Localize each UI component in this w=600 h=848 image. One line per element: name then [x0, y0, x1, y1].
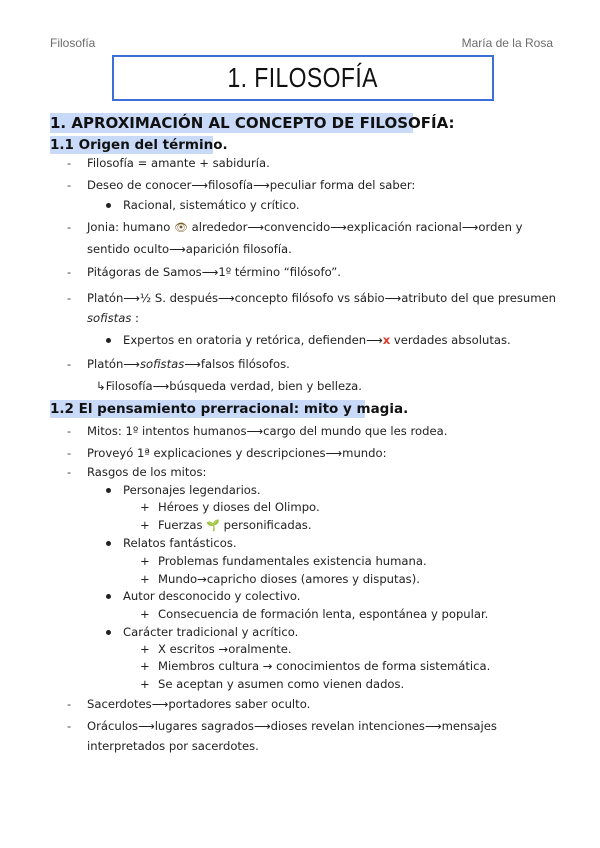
list-item — [87, 357, 290, 372]
text-fragment: : — [135, 311, 139, 325]
page-title: 1. FILOSOFÍA — [227, 62, 379, 93]
dash-marker: - — [67, 424, 72, 438]
list-item: Carácter tradicional y acrítico. — [123, 625, 299, 639]
plus-marker: + — [140, 572, 150, 586]
list-item-continuation: interpretados por sacerdotes. — [87, 739, 259, 753]
bullet-dot — [106, 338, 111, 343]
bullet-dot — [106, 488, 111, 493]
list-item: Proveyó 1ª explicaciones y descripciones⟶mundo: — [87, 446, 387, 460]
bullet-dot — [106, 203, 111, 208]
text-fragment: personificadas. — [219, 518, 312, 532]
title-box — [112, 55, 494, 101]
list-item: X escritos →oralmente. — [158, 642, 292, 656]
list-item: Mitos: 1º intentos humanos⟶cargo del mundo que les rodea. — [87, 424, 448, 438]
dash-marker: - — [67, 465, 72, 479]
dash-marker: - — [67, 291, 72, 305]
list-item: Racional, sistemático y crítico. — [123, 198, 300, 212]
list-item-continuation: sentido oculto⟶aparición filosofía. — [87, 242, 292, 256]
dash-marker: - — [67, 446, 72, 460]
list-item — [123, 333, 511, 348]
plus-marker: + — [140, 500, 150, 514]
bullet-dot — [106, 594, 111, 599]
running-header-author: María de la Rosa — [461, 36, 553, 50]
dash-marker: - — [67, 220, 72, 234]
section-heading: 1. APROXIMACIÓN AL CONCEPTO DE FILOSOFÍA: — [50, 114, 455, 132]
plus-marker: + — [140, 607, 150, 621]
term-sofistas: sofistas — [87, 311, 132, 325]
list-item: Oráculos⟶lugares sagrados⟶dioses revelan intenciones⟶mensajes — [87, 719, 497, 733]
list-item: Miembros cultura → conocimientos de forma sistemática. — [158, 659, 491, 673]
dash-marker: - — [67, 697, 72, 711]
red-x-mark: x — [382, 333, 391, 347]
list-item-arrow: ↳Filosofía⟶búsqueda verdad, bien y belleza. — [96, 379, 362, 393]
dash-marker: - — [67, 357, 72, 371]
list-item: Consecuencia de formación lenta, espontánea y popular. — [158, 607, 489, 621]
dash-marker: - — [67, 719, 72, 733]
text-fragment: verdades absolutas. — [390, 333, 511, 347]
list-item — [87, 220, 522, 235]
dash-marker: - — [67, 265, 72, 279]
term-sofistas: sofistas — [139, 357, 185, 371]
list-item: Autor desconocido y colectivo. — [123, 589, 301, 603]
list-item: Se aceptan y asumen como vienen dados. — [158, 677, 405, 691]
list-item: Personajes legendarios. — [123, 483, 261, 497]
dash-marker: - — [67, 156, 72, 170]
running-header-subject: Filosofía — [50, 36, 96, 50]
list-item: Relatos fantásticos. — [123, 536, 237, 550]
text-fragment: ⟶falsos filósofos. — [184, 357, 290, 371]
plus-marker: + — [140, 642, 150, 656]
eye-icon: 👁 — [174, 221, 188, 234]
subsection-heading-origin: 1.1 Origen del término. — [50, 137, 228, 153]
list-item: Héroes y dioses del Olimpo. — [158, 500, 320, 514]
plus-marker: + — [140, 554, 150, 568]
plus-marker: + — [140, 518, 150, 532]
list-item: Filosofía = amante + sabiduría. — [87, 156, 270, 170]
bullet-dot — [106, 630, 111, 635]
list-item: Deseo de conocer⟶filosofía⟶peculiar forma del saber: — [87, 178, 416, 192]
list-item-continuation — [87, 311, 139, 326]
list-item — [158, 518, 312, 533]
text-fragment: alrededor⟶convencido⟶explicación racional⟶orden y — [187, 220, 523, 234]
list-item: Sacerdotes⟶portadores saber oculto. — [87, 697, 311, 711]
text-fragment: Platón⟶ — [87, 357, 140, 371]
list-item: Pitágoras de Samos⟶1º término “filósofo”. — [87, 265, 341, 279]
list-item: Mundo→capricho dioses (amores y disputas). — [158, 572, 420, 586]
dash-marker: - — [67, 178, 72, 192]
text-fragment: Fuerzas — [158, 518, 207, 532]
bullet-dot — [106, 541, 111, 546]
text-fragment: Jonia: humano — [87, 220, 174, 234]
list-item: Rasgos de los mitos: — [87, 465, 207, 479]
plus-marker: + — [140, 659, 150, 673]
subsection-heading-myth: 1.2 El pensamiento prerracional: mito y magia. — [50, 401, 409, 417]
list-item: Problemas fundamentales existencia humana. — [158, 554, 427, 568]
text-fragment: Expertos en oratoria y retórica, defienden⟶ — [123, 333, 383, 347]
list-item: Platón⟶½ S. después⟶concepto filósofo vs sábio⟶atributo del que presumen — [87, 291, 557, 305]
sprout-icon: 🌱 — [206, 519, 220, 532]
plus-marker: + — [140, 677, 150, 691]
